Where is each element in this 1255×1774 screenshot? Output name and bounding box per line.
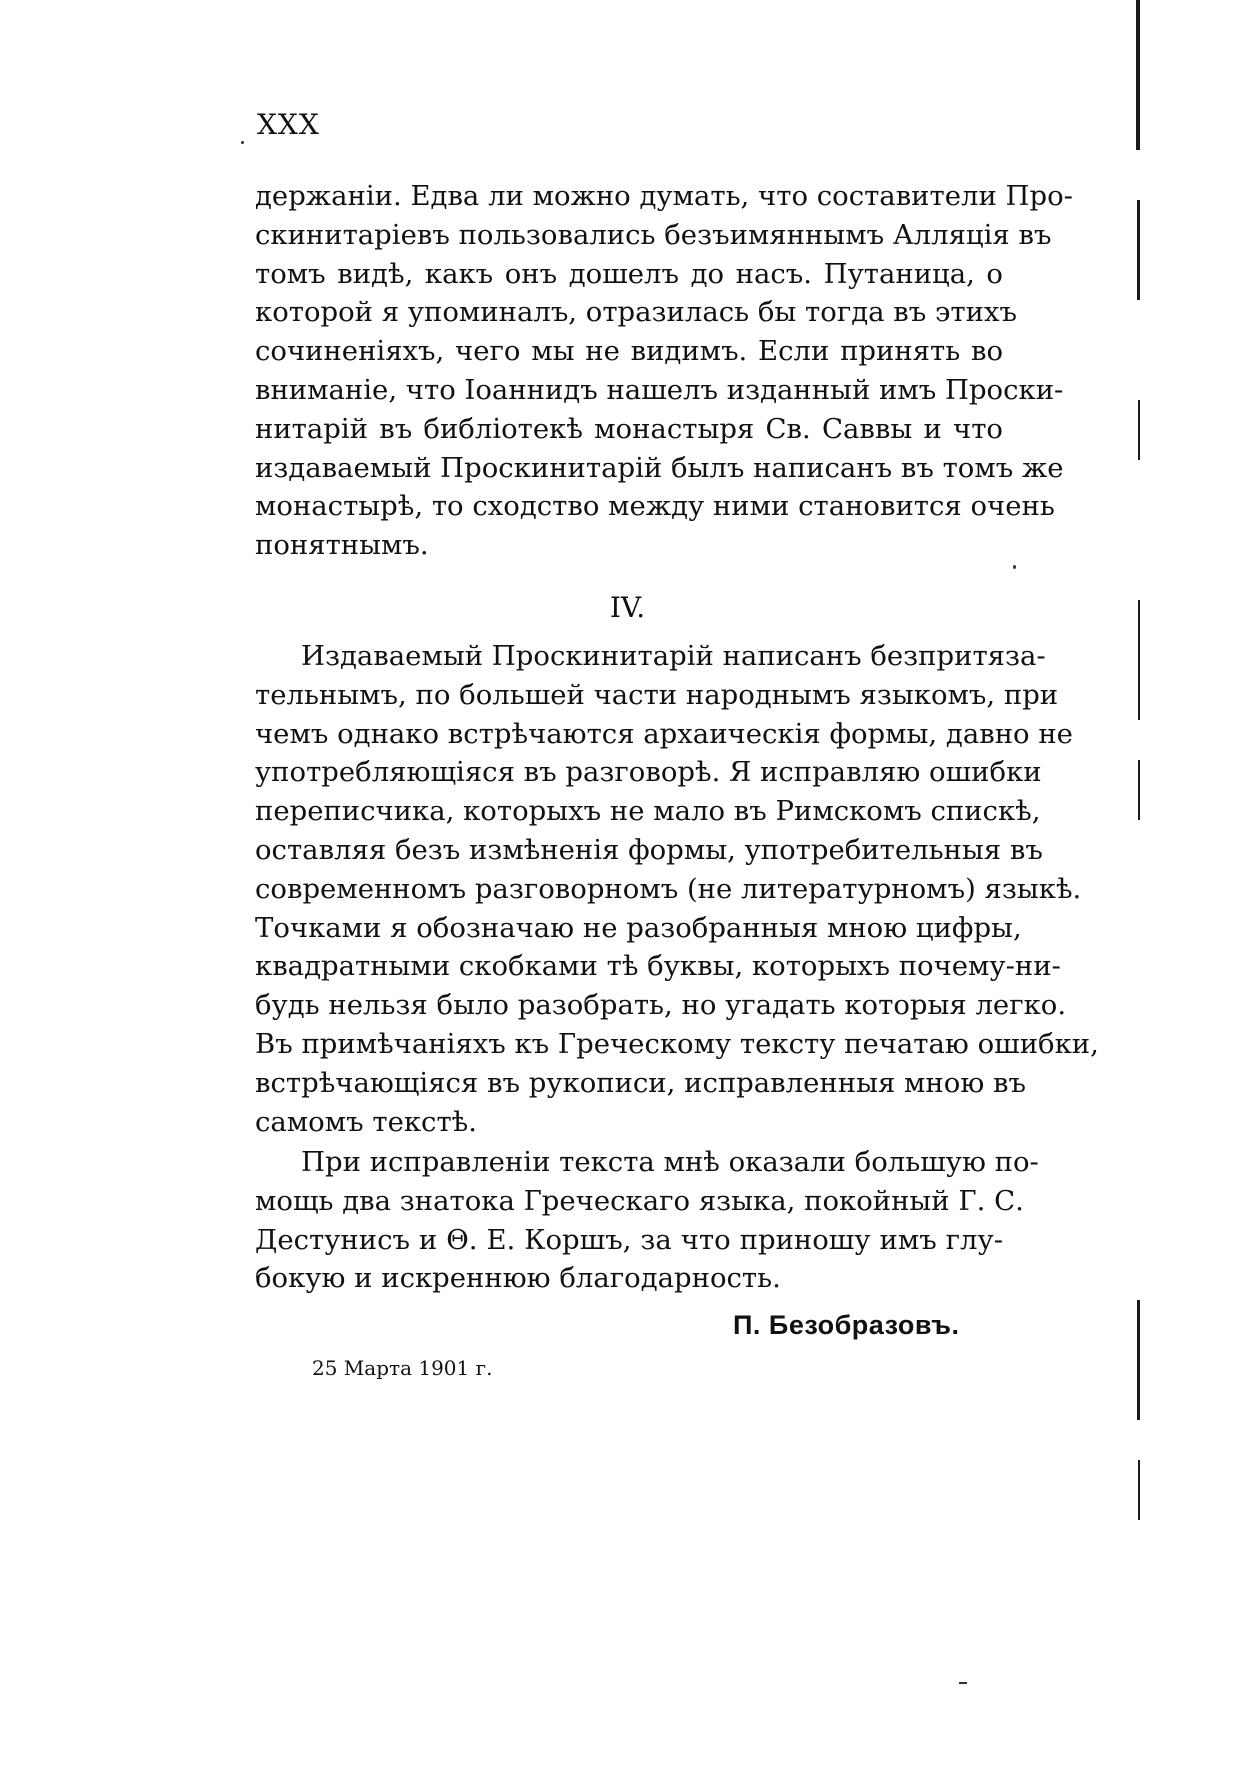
author-signature: П. Безобразовъ. — [733, 1310, 960, 1340]
text-line: держанiи. Едва ли можно думать, что составители Про- — [255, 180, 1073, 212]
text-line: оставляя безъ измѣненiя формы, употребительныя въ — [255, 833, 1043, 866]
text-line: квадратными скобками тѣ буквы, которыхъ почему-ни- — [255, 950, 1061, 983]
text-line: самомъ текстѣ. — [255, 1105, 477, 1138]
text-line: нитарiй въ библiотекѣ монастыря Св. Саввы и что — [255, 412, 1003, 445]
text-line: скинитарiевъ пользовались безъимяннымъ Алляцiя въ — [255, 218, 1052, 251]
scan-edge — [1132, 0, 1140, 1774]
text-line: употребляющiяся въ разговорѣ. Я исправляю ошибки — [255, 756, 1042, 789]
text-line: томъ видѣ, какъ онъ дошелъ до насъ. Путаница, о — [255, 257, 1003, 290]
text-line: мощь два знатока Греческаго языка, покойный Г. С. — [255, 1184, 1024, 1217]
text-line: Точками я обозначаю не разобранныя мною цифры, — [255, 911, 1022, 944]
text-line: издаваемый Проскинитарiй былъ написанъ въ томъ же — [255, 451, 1064, 484]
text-line: чемъ однако встрѣчаются архаическiя формы, давно не — [255, 717, 1073, 750]
paragraph-2 — [255, 1143, 1039, 1298]
text-line: тельнымъ, по большей части народнымъ языкомъ, при — [255, 678, 1059, 711]
text-line: понятнымъ. — [255, 529, 429, 562]
paragraph-continuation — [255, 177, 1073, 565]
text-line: Въ примѣчанiяхъ къ Греческому тексту печатаю ошибки, — [255, 1027, 1099, 1060]
scan-speck — [959, 1682, 967, 1684]
text-line: Дестунисъ и Θ. Е. Коршъ, за что приношу имъ глу- — [255, 1223, 1003, 1256]
text-line: бокую и искреннюю благодарность. — [255, 1262, 781, 1295]
scan-speck — [1013, 565, 1016, 569]
section-heading: IV. — [609, 591, 646, 624]
text-line: вниманiе, что Iоаннидъ нашелъ изданный имъ Проски- — [255, 373, 1064, 406]
text-line: встрѣчающiяся въ рукописи, исправленныя мною въ — [255, 1066, 1026, 1099]
date-line: 25 Марта 1901 г. — [312, 1356, 493, 1380]
text-line: которой я упоминалъ, отразилась бы тогда въ этихъ — [255, 296, 1017, 329]
page-number: XXX — [257, 108, 320, 141]
text-line: Издаваемый Проскинитарiй написанъ безпритяза- — [301, 640, 1046, 672]
paragraph-1 — [255, 637, 1099, 1141]
text-line: монастырѣ, то сходство между ними становится очень — [255, 490, 1055, 523]
text-line: сочиненiяхъ, чего мы не видимъ. Если принять во — [255, 335, 1003, 368]
text-line: переписчика, которыхъ не мало въ Римскомъ спискѣ, — [255, 795, 1041, 828]
text-line: современномъ разговорномъ (не литературномъ) языкѣ. — [255, 872, 1082, 905]
text-line: будь нельзя было разобрать, но угадать которыя легко. — [255, 989, 1067, 1022]
scan-speck — [241, 141, 244, 144]
text-line: При исправленiи текста мнѣ оказали большую по- — [301, 1146, 1039, 1178]
